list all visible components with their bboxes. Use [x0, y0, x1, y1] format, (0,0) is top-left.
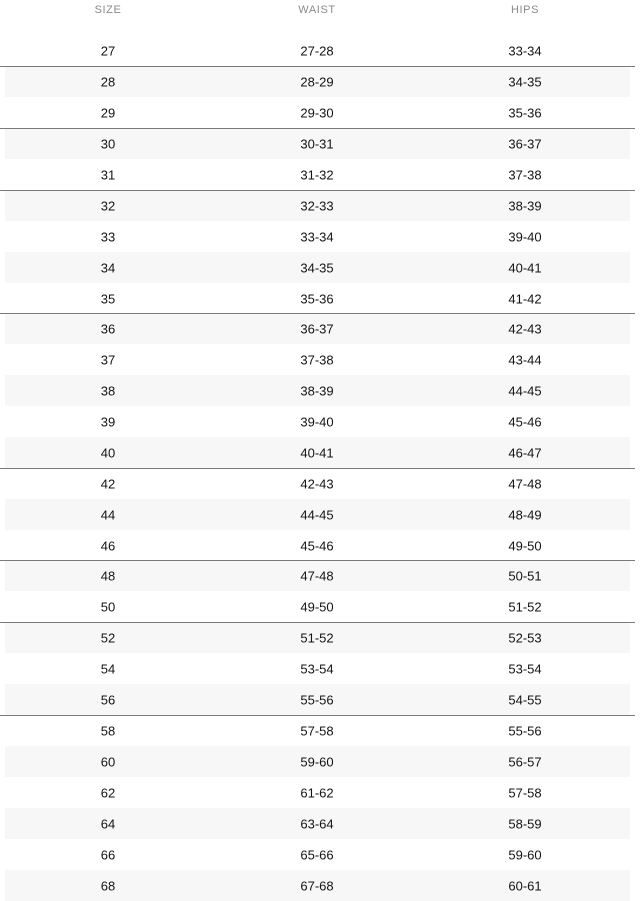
cell-hips: 45-46 — [508, 414, 542, 429]
cell-hips: 41-42 — [508, 291, 542, 306]
table-row — [5, 159, 630, 190]
cell-hips: 48-49 — [508, 507, 542, 522]
header-waist: WAIST — [298, 4, 336, 16]
group-divider — [0, 313, 635, 314]
table-row — [5, 715, 630, 746]
table-row — [5, 190, 630, 221]
cell-size: 60 — [100, 754, 116, 769]
cell-size: 29 — [100, 105, 116, 120]
cell-size: 64 — [100, 816, 116, 831]
cell-waist: 44-45 — [300, 507, 334, 522]
cell-waist: 47-48 — [300, 568, 334, 583]
cell-waist: 63-64 — [300, 816, 334, 831]
table-row — [5, 808, 630, 839]
cell-waist: 65-66 — [300, 847, 334, 862]
table-row — [5, 97, 630, 128]
table-row — [5, 777, 630, 808]
size-chart-table — [5, 0, 630, 893]
table-row — [5, 684, 630, 715]
cell-size: 46 — [100, 538, 116, 553]
cell-waist: 33-34 — [300, 229, 334, 244]
cell-waist: 31-32 — [300, 167, 334, 182]
table-row — [5, 437, 630, 468]
cell-hips: 38-39 — [508, 198, 542, 213]
cell-hips: 52-53 — [508, 630, 542, 645]
table-row — [5, 468, 630, 499]
cell-size: 56 — [100, 692, 116, 707]
cell-waist: 39-40 — [300, 414, 334, 429]
cell-waist: 61-62 — [300, 785, 334, 800]
cell-size: 30 — [100, 136, 116, 151]
cell-size: 31 — [100, 167, 116, 182]
table-row — [5, 406, 630, 437]
cell-size: 66 — [100, 847, 116, 862]
cell-waist: 40-41 — [300, 445, 334, 460]
cell-size: 42 — [100, 476, 116, 491]
cell-waist: 34-35 — [300, 260, 334, 275]
table-header — [5, 0, 630, 34]
cell-hips: 47-48 — [508, 476, 542, 491]
group-divider — [0, 715, 635, 716]
cell-size: 33 — [100, 229, 116, 244]
table-row — [5, 870, 630, 901]
cell-hips: 35-36 — [508, 105, 542, 120]
cell-size: 44 — [100, 507, 116, 522]
cell-hips: 36-37 — [508, 136, 542, 151]
cell-hips: 54-55 — [508, 692, 542, 707]
cell-waist: 28-29 — [300, 74, 334, 89]
cell-hips: 49-50 — [508, 538, 542, 553]
cell-size: 54 — [100, 661, 116, 676]
cell-hips: 42-43 — [508, 321, 542, 336]
cell-hips: 44-45 — [508, 383, 542, 398]
table-row — [5, 313, 630, 344]
cell-waist: 49-50 — [300, 599, 334, 614]
cell-waist: 36-37 — [300, 321, 334, 336]
cell-size: 48 — [100, 568, 116, 583]
cell-size: 32 — [100, 198, 116, 213]
cell-hips: 53-54 — [508, 661, 542, 676]
cell-waist: 35-36 — [300, 291, 334, 306]
table-row — [5, 221, 630, 252]
cell-waist: 37-38 — [300, 352, 334, 367]
cell-hips: 50-51 — [508, 568, 542, 583]
cell-waist: 53-54 — [300, 661, 334, 676]
cell-hips: 57-58 — [508, 785, 542, 800]
cell-waist: 51-52 — [300, 630, 334, 645]
cell-waist: 27-28 — [300, 43, 334, 58]
table-row — [5, 499, 630, 530]
group-divider — [0, 560, 635, 561]
cell-size: 35 — [100, 291, 116, 306]
table-row — [5, 839, 630, 870]
cell-hips: 51-52 — [508, 599, 542, 614]
cell-hips: 43-44 — [508, 352, 542, 367]
cell-waist: 59-60 — [300, 754, 334, 769]
cell-waist: 57-58 — [300, 723, 334, 738]
cell-size: 50 — [100, 599, 116, 614]
cell-size: 28 — [100, 74, 116, 89]
table-row — [5, 35, 630, 66]
cell-hips: 59-60 — [508, 847, 542, 862]
table-row — [5, 560, 630, 591]
cell-size: 38 — [100, 383, 116, 398]
cell-waist: 67-68 — [300, 878, 334, 893]
cell-hips: 37-38 — [508, 167, 542, 182]
group-divider — [0, 66, 635, 67]
cell-hips: 40-41 — [508, 260, 542, 275]
table-row — [5, 344, 630, 375]
group-divider — [0, 190, 635, 191]
table-row — [5, 66, 630, 97]
table-row — [5, 530, 630, 561]
group-divider — [0, 468, 635, 469]
cell-hips: 39-40 — [508, 229, 542, 244]
table-row — [5, 622, 630, 653]
cell-waist: 38-39 — [300, 383, 334, 398]
cell-size: 68 — [100, 878, 116, 893]
cell-size: 37 — [100, 352, 116, 367]
cell-waist: 32-33 — [300, 198, 334, 213]
table-row — [5, 283, 630, 314]
cell-hips: 56-57 — [508, 754, 542, 769]
cell-waist: 45-46 — [300, 538, 334, 553]
cell-hips: 34-35 — [508, 74, 542, 89]
table-row — [5, 375, 630, 406]
cell-hips: 60-61 — [508, 878, 542, 893]
table-row — [5, 128, 630, 159]
cell-size: 40 — [100, 445, 116, 460]
cell-size: 62 — [100, 785, 116, 800]
header-size: SIZE — [94, 4, 122, 16]
cell-hips: 55-56 — [508, 723, 542, 738]
table-row — [5, 746, 630, 777]
cell-size: 27 — [100, 43, 116, 58]
cell-waist: 55-56 — [300, 692, 334, 707]
cell-hips: 58-59 — [508, 816, 542, 831]
cell-size: 52 — [100, 630, 116, 645]
cell-waist: 42-43 — [300, 476, 334, 491]
cell-hips: 33-34 — [508, 43, 542, 58]
cell-waist: 30-31 — [300, 136, 334, 151]
cell-size: 39 — [100, 414, 116, 429]
group-divider — [0, 128, 635, 129]
table-row — [5, 591, 630, 622]
group-divider — [0, 622, 635, 623]
table-row — [5, 653, 630, 684]
cell-hips: 46-47 — [508, 445, 542, 460]
cell-size: 58 — [100, 723, 116, 738]
cell-size: 36 — [100, 321, 116, 336]
table-row — [5, 252, 630, 283]
header-hips: HIPS — [510, 4, 540, 16]
cell-size: 34 — [100, 260, 116, 275]
cell-waist: 29-30 — [300, 105, 334, 120]
